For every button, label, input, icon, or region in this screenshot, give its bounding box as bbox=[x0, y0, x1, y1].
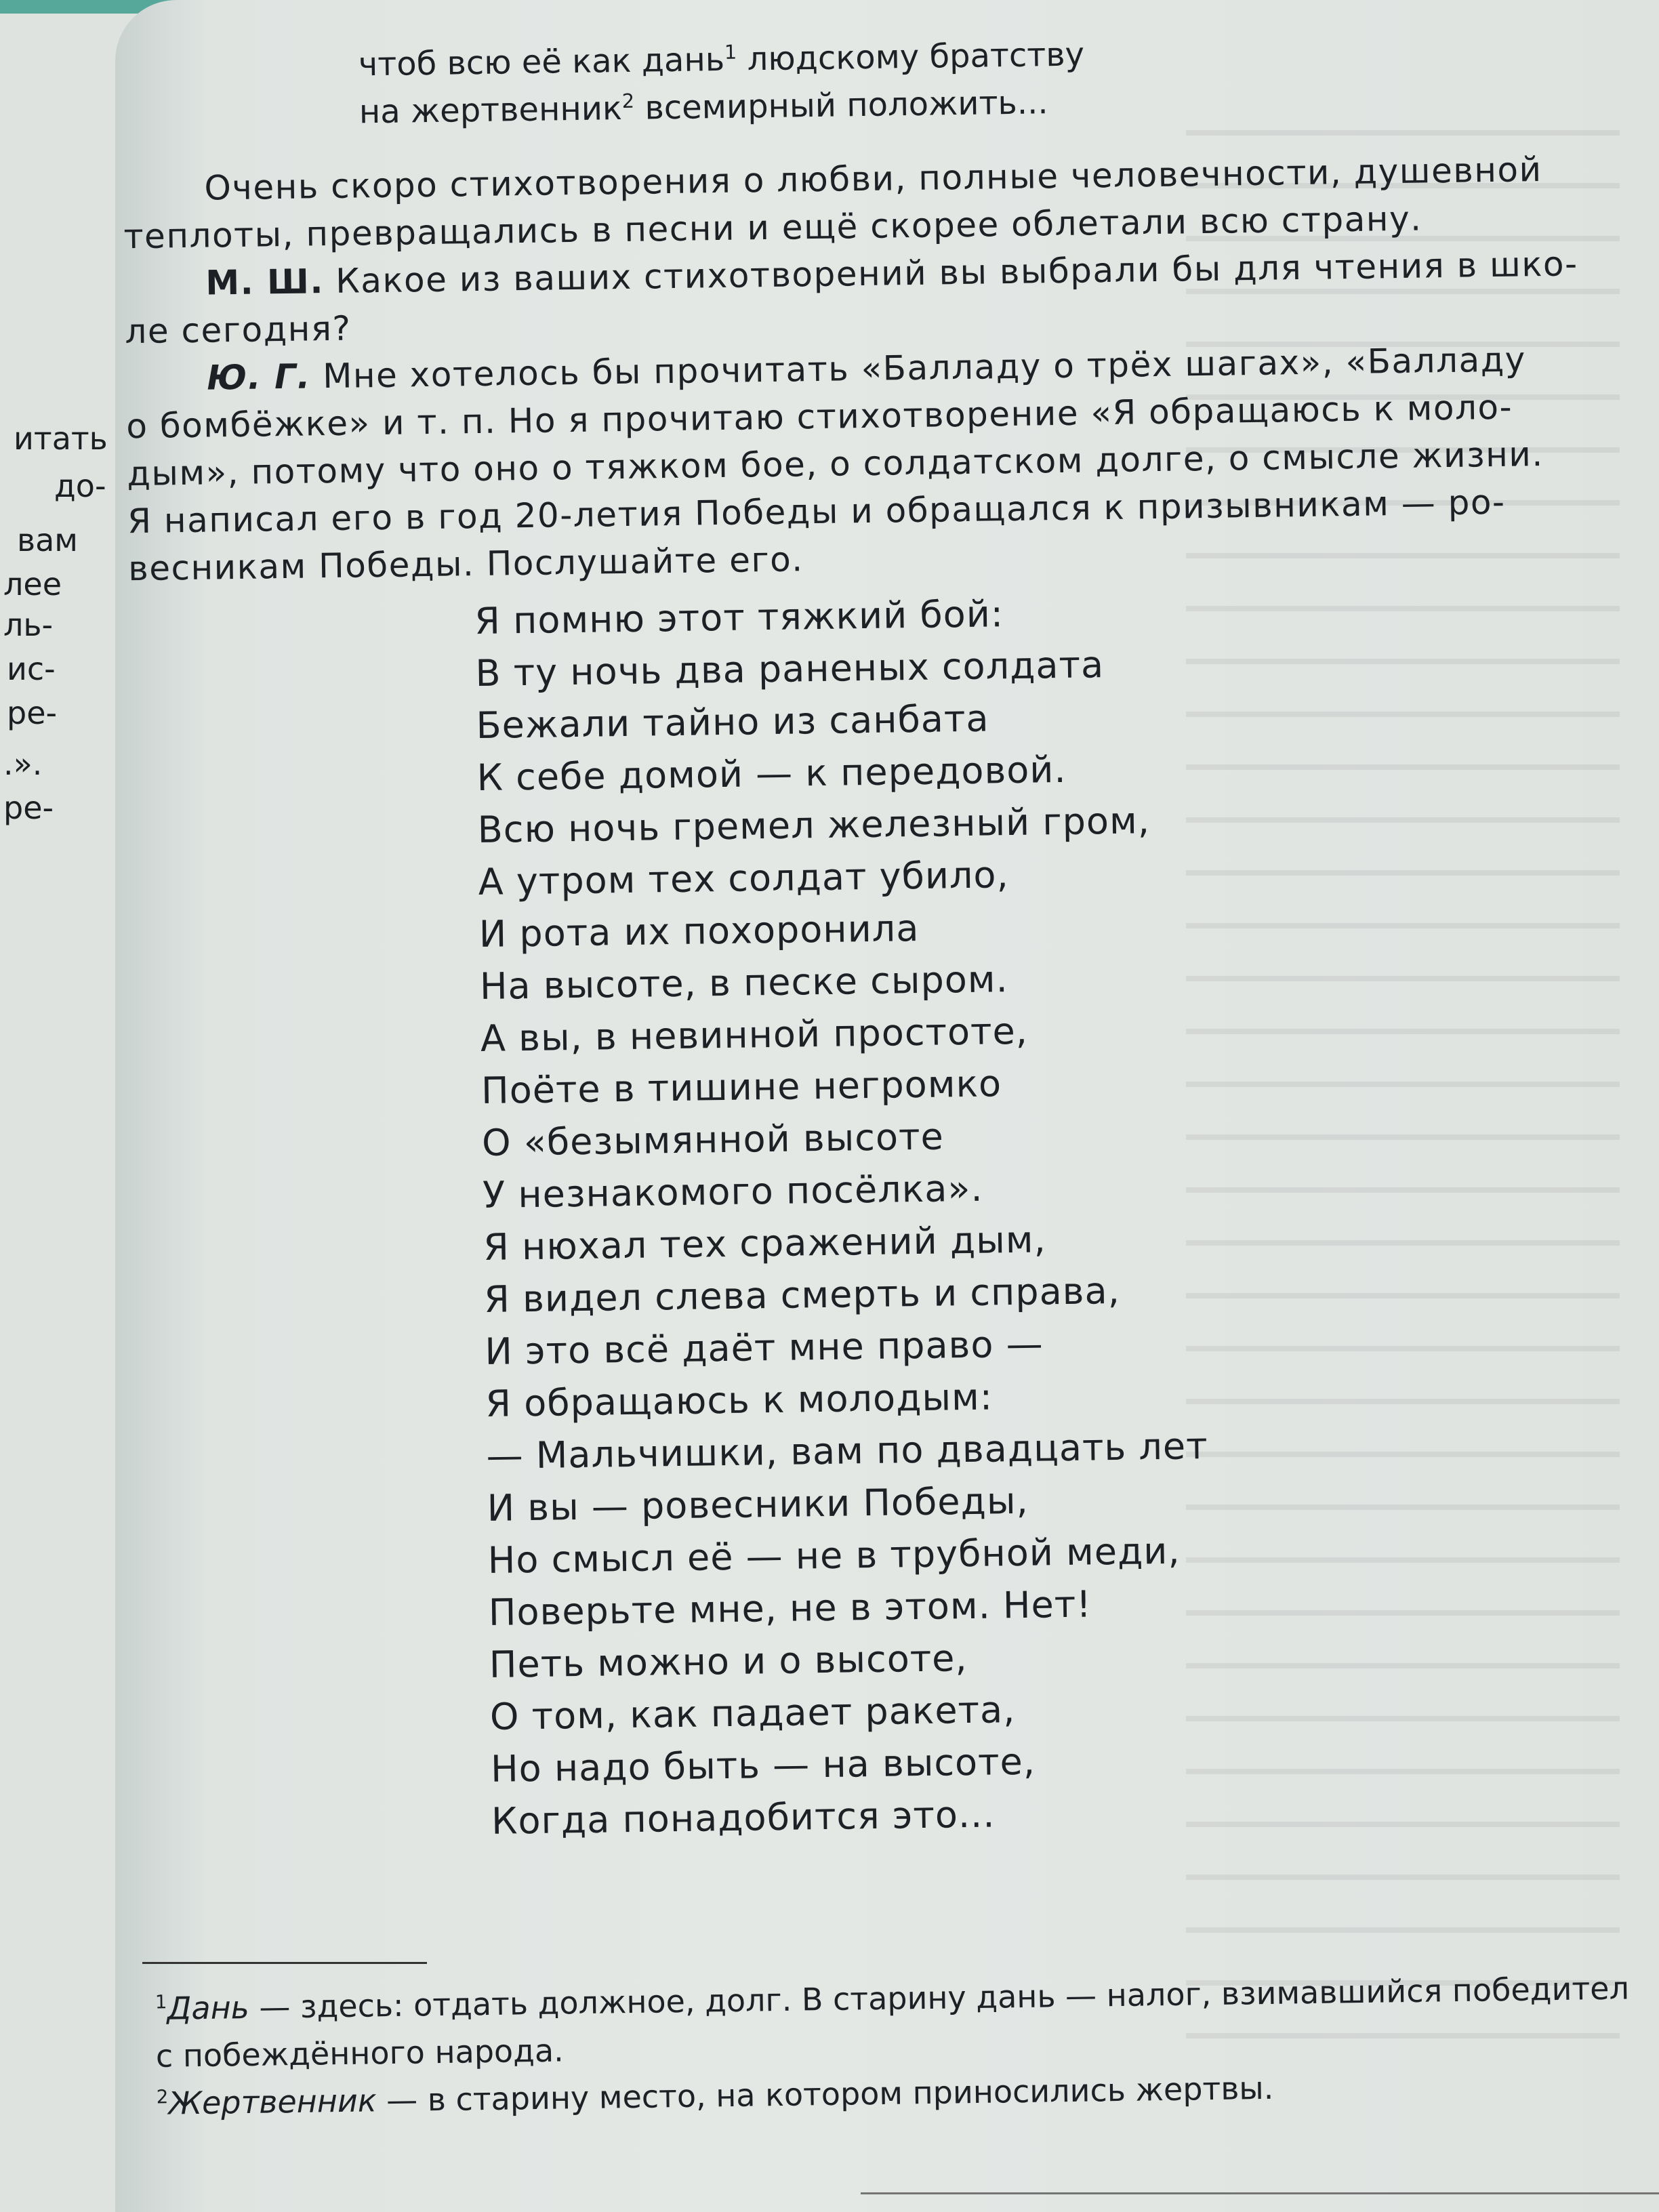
prose-line: теплоты, превращались в песни и ещё скорее облетали всю страну. bbox=[123, 199, 1422, 257]
left-page-fragment: до- bbox=[54, 468, 106, 504]
speaker-label: М. Ш. bbox=[205, 262, 325, 303]
poem-line: Поверьте мне, не в этом. Нет! bbox=[488, 1582, 1092, 1634]
poem-line: Когда понадобится это... bbox=[491, 1793, 996, 1843]
left-page-fragment: лее bbox=[3, 566, 62, 602]
left-page-fragment: ис- bbox=[7, 651, 56, 687]
poem-line: Я нюхал тех сражений дым, bbox=[483, 1218, 1047, 1269]
footnote-divider bbox=[142, 1962, 427, 1964]
poem-line: — Мальчишки, вам по двадцать лет bbox=[486, 1425, 1209, 1477]
speaker-label: Ю. Г. bbox=[206, 356, 312, 398]
footnote-term: Дань bbox=[167, 1988, 250, 2027]
poem-line: Я видел слева смерть и справа, bbox=[483, 1269, 1121, 1321]
poem-line: Я обращаюсь к молодым: bbox=[485, 1375, 994, 1425]
poem-line: Бежали тайно из санбата bbox=[476, 697, 989, 747]
left-page-fragment: ре- bbox=[3, 790, 54, 826]
poem-line: В ту ночь два раненых солдата bbox=[475, 643, 1105, 695]
question-line: ле сегодня? bbox=[125, 308, 352, 352]
left-page-fragment: .». bbox=[3, 745, 43, 782]
poem-line: А утром тех солдат убило, bbox=[478, 853, 1010, 904]
epigraph-line: чтоб всю её как дань$^1$ людскому братству bbox=[358, 35, 1085, 84]
poem-line: Я помню этот тяжкий бой: bbox=[474, 592, 1004, 643]
question-line: М. Ш. Какое из ваших стихотворений вы выбрали бы для чтения в шко- bbox=[205, 244, 1578, 303]
page-content bbox=[115, 0, 1659, 2212]
footnote-ref: 2 bbox=[621, 89, 635, 112]
footnote-1-continued: с побеждённого народа. bbox=[155, 2032, 565, 2074]
poem-line: О том, как падает ракета, bbox=[489, 1688, 1016, 1738]
footnote-ref: 1 bbox=[724, 40, 737, 64]
answer-line: Я написал его в год 20-летия Победы и обращался к призывникам — ро- bbox=[127, 482, 1506, 541]
poem-line: И рота их похоронила bbox=[478, 906, 920, 956]
poem-line: У незнакомого посёлка». bbox=[482, 1166, 984, 1217]
footnote-1: $^1$Дань — здесь: отдать должное, долг. В старину дань — налог, взимавшийся победител bbox=[155, 1969, 1630, 2027]
poem-line: К себе домой — к передовой. bbox=[476, 747, 1067, 800]
footnote-term: Жертвенник bbox=[168, 2082, 377, 2122]
epigraph-line: на жертвенник$^2$ всемирный положить... bbox=[359, 83, 1048, 131]
page-bottom-line bbox=[861, 2192, 1659, 2194]
poem-line: Но надо быть — на высоте, bbox=[490, 1740, 1036, 1790]
left-page-fragment: вам bbox=[17, 522, 79, 558]
book-page bbox=[115, 0, 1659, 2212]
answer-line: весникам Победы. Послушайте его. bbox=[127, 539, 804, 589]
poem-line: А вы, в невинной простоте, bbox=[480, 1009, 1029, 1061]
poem-line: На высоте, в песке сыром. bbox=[479, 958, 1009, 1008]
left-page-fragment: ре- bbox=[7, 695, 58, 731]
poem-line: И вы — ровесники Победы, bbox=[487, 1479, 1029, 1530]
poem-line: И это всё даёт мне право — bbox=[485, 1322, 1044, 1373]
poem-line: Но смысл её — не в трубной меди, bbox=[487, 1529, 1181, 1582]
prose-line: Очень скоро стихотворения о любви, полные человечности, душевной bbox=[204, 150, 1542, 208]
left-page-fragment: ль- bbox=[3, 607, 54, 643]
answer-line: Ю. Г. Мне хотелось бы прочитать «Балладу о трёх шагах», «Балладу bbox=[206, 340, 1527, 398]
answer-line: дым», потому что оно о тяжком бое, о солдатском долге, о смысле жизни. bbox=[126, 434, 1544, 494]
poem-line: Петь можно и о высоте, bbox=[489, 1637, 968, 1686]
answer-line: о бомбёжке» и т. п. Но я прочитаю стихотворение «Я обращаюсь к моло- bbox=[125, 387, 1513, 447]
poem-line: Поёте в тишине негромко bbox=[480, 1062, 1002, 1113]
left-page-fragment: итать bbox=[14, 420, 108, 457]
poem-line: Всю ночь гремел железный гром, bbox=[477, 799, 1151, 852]
footnote-2: $^2$Жертвенник — в старину место, на котором приносились жертвы. bbox=[156, 2069, 1274, 2122]
poem-line: О «безымянной высоте bbox=[481, 1115, 945, 1165]
